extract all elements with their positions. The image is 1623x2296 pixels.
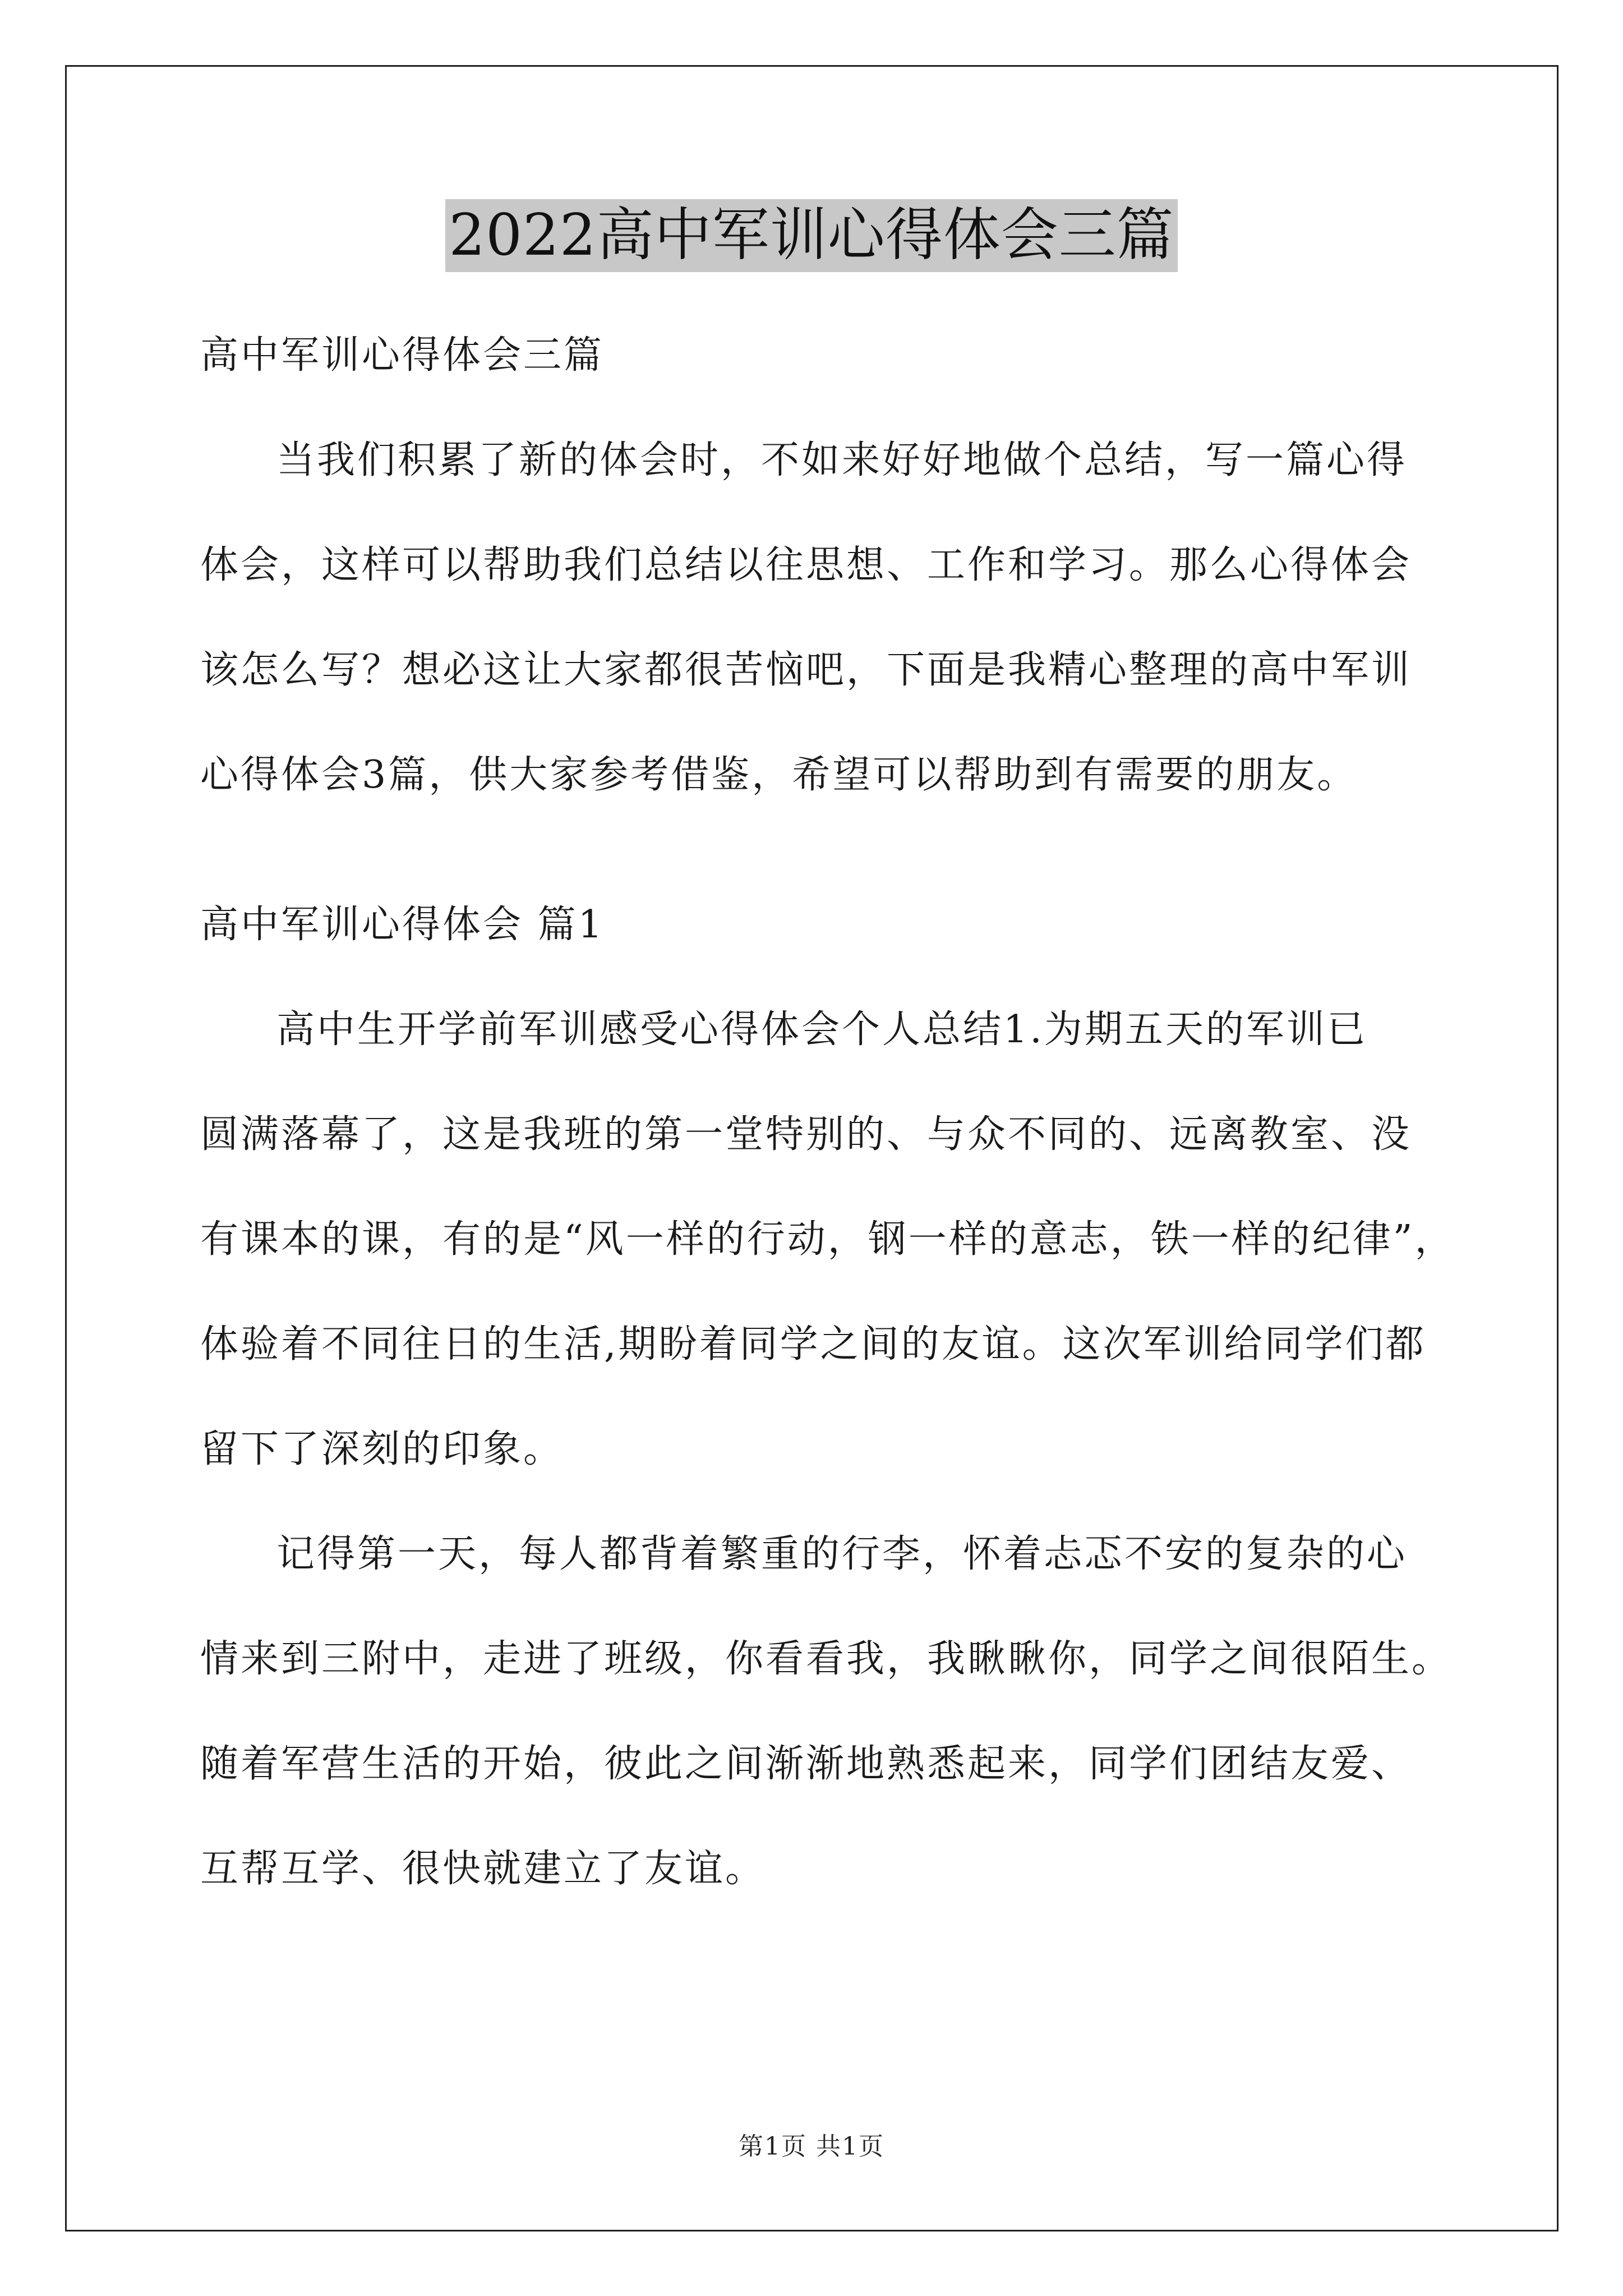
section-heading: 高中军训心得体会 篇1 [200, 903, 605, 947]
paragraph-line: 留下了深刻的印象。 [200, 1427, 564, 1471]
title-container [0, 199, 1623, 272]
paragraph-line: 随着军营生活的开始，彼此之间渐渐地熟悉起来，同学们团结友爱、 [200, 1742, 1412, 1786]
paragraph-line: 互帮互学、很快就建立了友谊。 [200, 1847, 766, 1891]
page-footer: 第1页 共1页 [739, 2132, 884, 2161]
paragraph-line: 体会，这样可以帮助我们总结以往思想、工作和学习。那么心得体会 [200, 543, 1412, 587]
paragraph-line: 圆满落幕了，这是我班的第一堂特别的、与众不同的、远离教室、没 [200, 1112, 1412, 1157]
paragraph-line: 体验着不同往日的生活,期盼着同学之间的友谊。这次军训给同学们都 [200, 1322, 1426, 1366]
document-body [200, 303, 1455, 1921]
paragraph-line: 高中生开学前军训感受心得体会个人总结1.为期五天的军训已 [276, 1007, 1367, 1052]
spacer [200, 827, 1434, 872]
paragraph-line: 记得第一天，每人都背着繁重的行李，怀着忐忑不安的复杂的心 [276, 1532, 1408, 1576]
section-heading: 高中军训心得体会三篇 [200, 333, 605, 378]
paragraph-line: 有课本的课，有的是“风一样的行动，钢一样的意志，铁一样的纪律”， [200, 1217, 1455, 1262]
document-title: 2022高中军训心得体会三篇 [445, 199, 1178, 272]
paragraph-line: 当我们积累了新的体会时，不如来好好地做个总结，写一篇心得 [276, 438, 1408, 482]
paragraph-line: 情来到三附中，走进了班级，你看看我，我瞅瞅你，同学之间很陌生。 [200, 1637, 1453, 1681]
paragraph-line: 该怎么写？想必这让大家都很苦恼吧，下面是我精心整理的高中军训 [200, 648, 1412, 692]
paragraph-line: 心得体会3篇，供大家参考借鉴，希望可以帮助到有需要的朋友。 [200, 753, 1358, 797]
